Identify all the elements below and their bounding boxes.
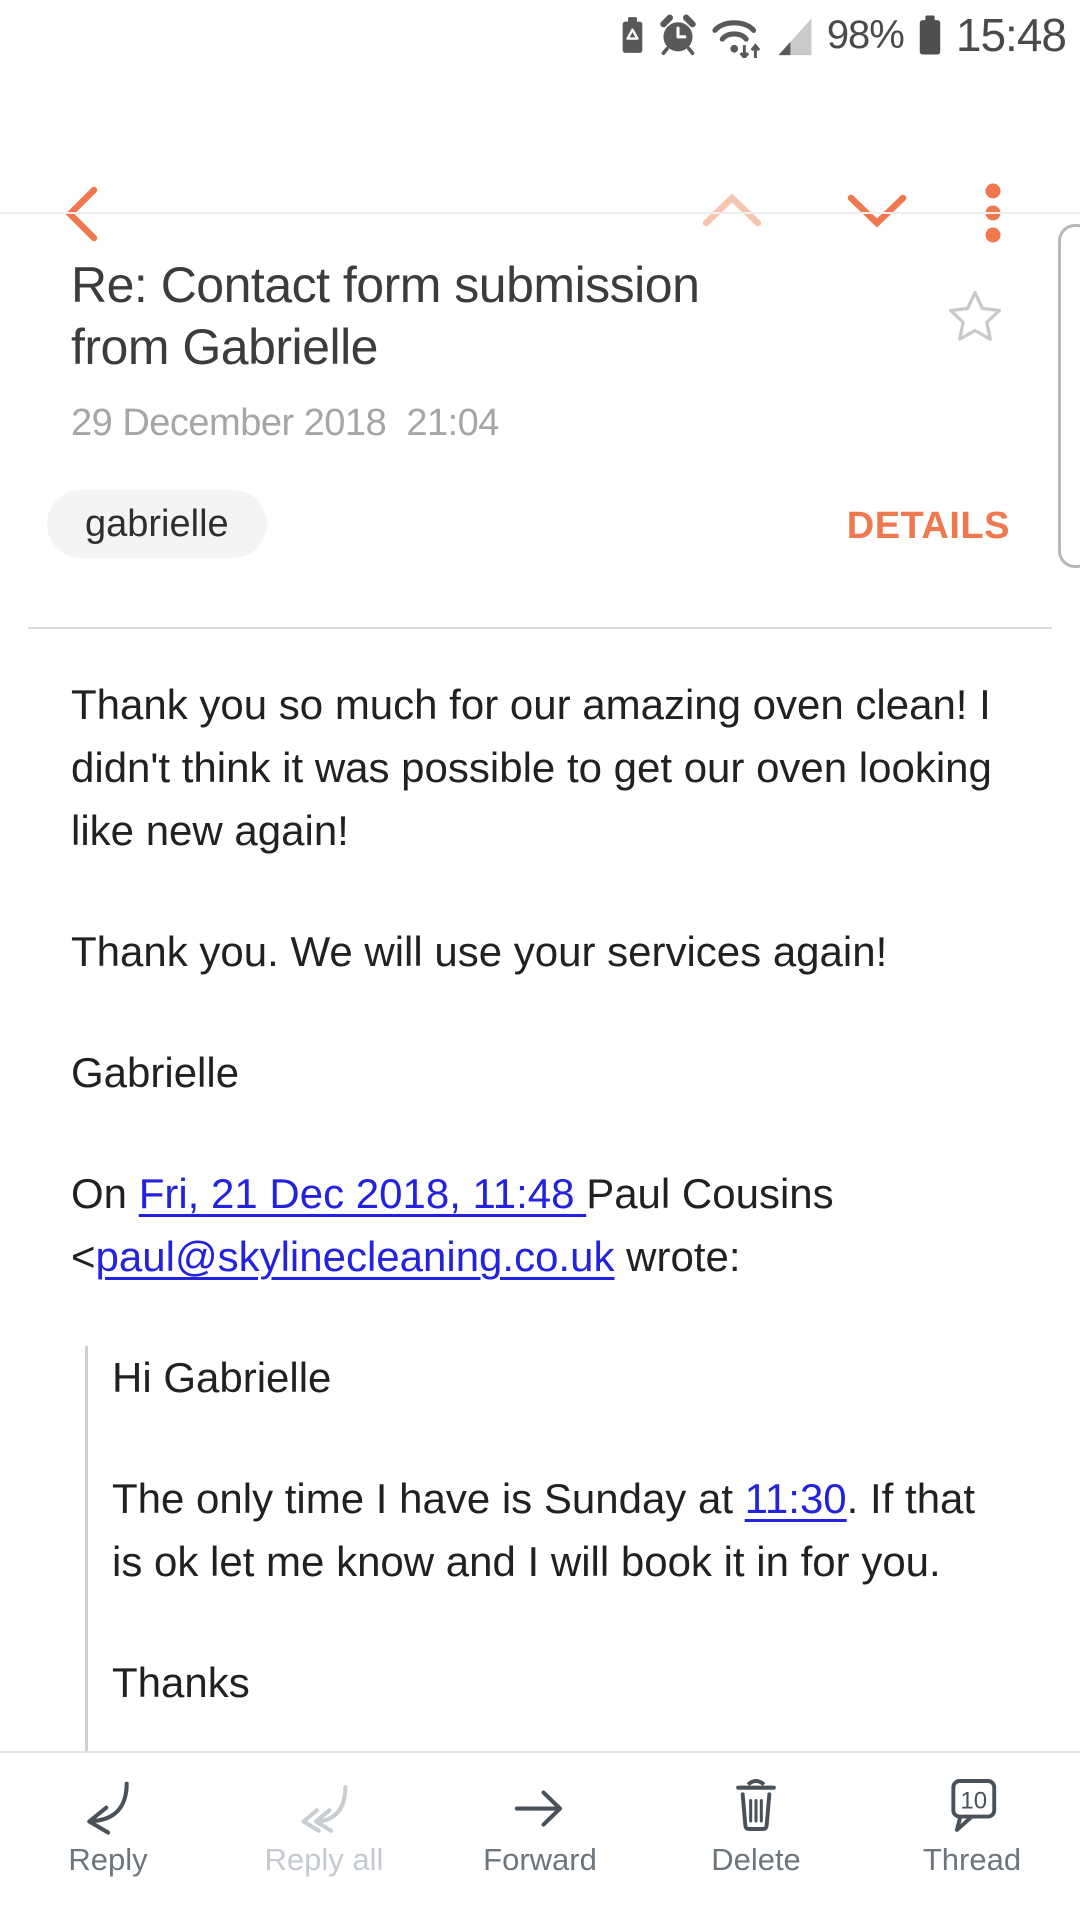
reply-all-label: Reply all [264, 1842, 384, 1877]
delete-icon [724, 1773, 788, 1837]
reply-button[interactable] [0, 1753, 216, 1920]
battery-percent: 98% [826, 12, 904, 57]
previous-email-icon[interactable] [700, 192, 764, 228]
battery-icon [917, 14, 943, 56]
cell-signal-icon [776, 13, 814, 57]
quote-intro [71, 1162, 1011, 1288]
sender-name: gabrielle [85, 502, 229, 545]
email-date: 29 December 2018 21:04 [71, 402, 499, 444]
quoted-text: The only time I have is Sunday at [112, 1475, 745, 1522]
forward-button[interactable] [432, 1753, 648, 1920]
quoted-text: . [846, 1475, 859, 1522]
delete-button[interactable] [648, 1753, 864, 1920]
thread-icon [940, 1773, 1004, 1837]
scrollbar-thumb[interactable] [1058, 224, 1080, 568]
alarm-icon [658, 14, 698, 56]
quote-intro-middle: Paul Cousins < [71, 1170, 834, 1280]
delete-label: Delete [711, 1842, 801, 1877]
header-divider [0, 212, 1080, 214]
quoted-message [85, 1346, 1011, 1751]
forward-label: Forward [483, 1842, 597, 1877]
email-body [0, 629, 1080, 1751]
top-nav-bar [0, 70, 1080, 213]
reply-all-icon [292, 1773, 356, 1837]
quoted-greeting: Hi Gabrielle [112, 1354, 332, 1401]
power-saving-battery-icon [620, 15, 645, 55]
reply-all-button[interactable] [216, 1753, 432, 1920]
thread-button[interactable] [864, 1753, 1080, 1920]
body-paragraph: Thank you so much for our amazing oven clean! I didn't think it was possible to get our oven looking like new again! [71, 681, 992, 854]
quoted-date-link[interactable]: Fri, 21 Dec 2018, 11:48 [138, 1170, 587, 1217]
quote-intro-suffix: wrote: [614, 1233, 741, 1280]
star-outline-icon[interactable] [946, 288, 1004, 344]
thread-label: Thread [922, 1842, 1022, 1877]
email-subject: Re: Contact form submission from Gabrielle [71, 257, 700, 375]
thread-count-badge: 10 [960, 1787, 988, 1815]
quoted-closing: Thanks [112, 1659, 250, 1706]
sender-chip[interactable] [47, 490, 267, 558]
quoted-paragraph [112, 1467, 1011, 1593]
reply-label: Reply [68, 1842, 148, 1877]
bottom-toolbar [0, 1751, 1080, 1920]
back-icon[interactable] [62, 185, 102, 243]
clock-time: 15:48 [955, 9, 1066, 61]
time-link[interactable]: 11:30 [744, 1475, 847, 1522]
status-bar [0, 0, 1080, 70]
quoted-text: If that is ok let me know and I will book it in for you. [112, 1475, 976, 1585]
forward-icon [508, 1773, 572, 1837]
next-email-icon[interactable] [845, 192, 909, 228]
body-signature: Gabrielle [71, 1049, 240, 1096]
reply-icon [76, 1773, 140, 1837]
details-button[interactable]: DETAILS [846, 505, 1010, 547]
body-paragraph: Thank you. We will use your services again! [71, 928, 888, 975]
email-address-link[interactable]: paul@skylinecleaning.co.uk [95, 1233, 615, 1280]
quote-intro-prefix: On [71, 1170, 139, 1217]
wifi-icon [711, 12, 763, 58]
